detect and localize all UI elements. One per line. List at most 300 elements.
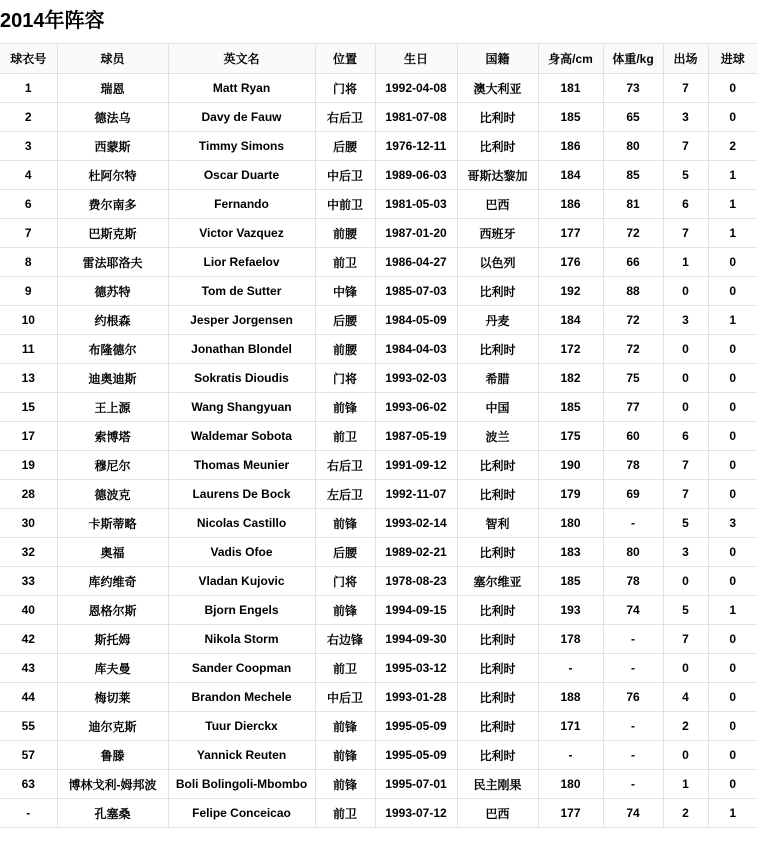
cell-jersey-number: - <box>0 799 57 828</box>
cell-nationality: 民主刚果 <box>457 770 538 799</box>
table-row <box>0 161 757 190</box>
cell-jersey-number: 30 <box>0 509 57 538</box>
cell-player: 索博塔 <box>57 422 168 451</box>
cell-height: 188 <box>538 683 603 712</box>
cell-nationality: 以色列 <box>457 248 538 277</box>
cell-appearances: 5 <box>663 161 708 190</box>
cell-jersey-number: 8 <box>0 248 57 277</box>
cell-position: 前锋 <box>315 596 375 625</box>
cell-player: 王上源 <box>57 393 168 422</box>
cell-weight: - <box>603 509 663 538</box>
cell-jersey-number: 1 <box>0 74 57 103</box>
table-row <box>0 190 757 219</box>
cell-nationality: 比利时 <box>457 103 538 132</box>
cell-player: 巴斯克斯 <box>57 219 168 248</box>
cell-height: 185 <box>538 567 603 596</box>
cell-jersey-number: 44 <box>0 683 57 712</box>
cell-height: 172 <box>538 335 603 364</box>
cell-player: 德波克 <box>57 480 168 509</box>
cell-goals: 0 <box>708 422 757 451</box>
cell-jersey-number: 13 <box>0 364 57 393</box>
cell-weight: 72 <box>603 306 663 335</box>
cell-appearances: 7 <box>663 219 708 248</box>
cell-birthday: 1978-08-23 <box>375 567 457 596</box>
cell-goals: 0 <box>708 625 757 654</box>
cell-nationality: 比利时 <box>457 277 538 306</box>
cell-birthday: 1985-07-03 <box>375 277 457 306</box>
cell-birthday: 1981-07-08 <box>375 103 457 132</box>
cell-position: 中锋 <box>315 277 375 306</box>
cell-goals: 1 <box>708 190 757 219</box>
cell-player: 杜阿尔特 <box>57 161 168 190</box>
table-row <box>0 451 757 480</box>
cell-birthday: 1992-11-07 <box>375 480 457 509</box>
cell-height: 184 <box>538 306 603 335</box>
cell-position: 前卫 <box>315 799 375 828</box>
cell-goals: 1 <box>708 306 757 335</box>
cell-nationality: 比利时 <box>457 451 538 480</box>
cell-height: 179 <box>538 480 603 509</box>
cell-jersey-number: 32 <box>0 538 57 567</box>
column-header-jersey-number: 球衣号 <box>0 44 57 74</box>
column-header-name-en: 英文名 <box>168 44 315 74</box>
cell-position: 门将 <box>315 567 375 596</box>
cell-appearances: 7 <box>663 480 708 509</box>
cell-nationality: 澳大利亚 <box>457 74 538 103</box>
cell-appearances: 2 <box>663 712 708 741</box>
cell-position: 后腰 <box>315 538 375 567</box>
table-row <box>0 741 757 770</box>
cell-appearances: 0 <box>663 654 708 683</box>
cell-jersey-number: 40 <box>0 596 57 625</box>
table-row <box>0 277 757 306</box>
table-row <box>0 480 757 509</box>
cell-jersey-number: 11 <box>0 335 57 364</box>
cell-birthday: 1987-01-20 <box>375 219 457 248</box>
cell-nationality: 智利 <box>457 509 538 538</box>
cell-name-en: Felipe Conceicao <box>168 799 315 828</box>
cell-jersey-number: 3 <box>0 132 57 161</box>
cell-weight: - <box>603 770 663 799</box>
cell-position: 左后卫 <box>315 480 375 509</box>
cell-goals: 1 <box>708 219 757 248</box>
cell-birthday: 1994-09-15 <box>375 596 457 625</box>
cell-player: 恩格尔斯 <box>57 596 168 625</box>
cell-goals: 2 <box>708 132 757 161</box>
cell-weight: 81 <box>603 190 663 219</box>
cell-height: - <box>538 741 603 770</box>
cell-player: 鲁滕 <box>57 741 168 770</box>
cell-name-en: Wang Shangyuan <box>168 393 315 422</box>
cell-player: 西蒙斯 <box>57 132 168 161</box>
cell-goals: 0 <box>708 741 757 770</box>
cell-birthday: 1976-12-11 <box>375 132 457 161</box>
cell-nationality: 比利时 <box>457 132 538 161</box>
cell-position: 前锋 <box>315 509 375 538</box>
cell-goals: 0 <box>708 567 757 596</box>
cell-birthday: 1989-02-21 <box>375 538 457 567</box>
cell-nationality: 巴西 <box>457 190 538 219</box>
cell-height: 193 <box>538 596 603 625</box>
cell-jersey-number: 42 <box>0 625 57 654</box>
cell-player: 布隆德尔 <box>57 335 168 364</box>
cell-player: 库夫曼 <box>57 654 168 683</box>
cell-appearances: 0 <box>663 741 708 770</box>
table-row <box>0 509 757 538</box>
cell-player: 梅切莱 <box>57 683 168 712</box>
cell-name-en: Jesper Jorgensen <box>168 306 315 335</box>
cell-goals: 0 <box>708 538 757 567</box>
cell-appearances: 7 <box>663 74 708 103</box>
cell-birthday: 1995-03-12 <box>375 654 457 683</box>
cell-weight: 72 <box>603 219 663 248</box>
cell-name-en: Vadis Ofoe <box>168 538 315 567</box>
cell-height: 185 <box>538 103 603 132</box>
cell-goals: 0 <box>708 451 757 480</box>
cell-jersey-number: 63 <box>0 770 57 799</box>
cell-jersey-number: 7 <box>0 219 57 248</box>
cell-nationality: 哥斯达黎加 <box>457 161 538 190</box>
cell-goals: 0 <box>708 654 757 683</box>
cell-nationality: 塞尔维亚 <box>457 567 538 596</box>
cell-appearances: 0 <box>663 393 708 422</box>
cell-appearances: 3 <box>663 103 708 132</box>
cell-weight: 76 <box>603 683 663 712</box>
table-row <box>0 567 757 596</box>
cell-player: 迪奥迪斯 <box>57 364 168 393</box>
table-row <box>0 538 757 567</box>
cell-nationality: 波兰 <box>457 422 538 451</box>
cell-player: 德苏特 <box>57 277 168 306</box>
cell-birthday: 1993-02-03 <box>375 364 457 393</box>
table-row <box>0 422 757 451</box>
column-header-weight: 体重/kg <box>603 44 663 74</box>
cell-position: 后腰 <box>315 306 375 335</box>
cell-nationality: 比利时 <box>457 654 538 683</box>
cell-jersey-number: 28 <box>0 480 57 509</box>
table-row <box>0 364 757 393</box>
cell-name-en: Matt Ryan <box>168 74 315 103</box>
cell-height: 184 <box>538 161 603 190</box>
cell-name-en: Yannick Reuten <box>168 741 315 770</box>
cell-height: 183 <box>538 538 603 567</box>
cell-goals: 0 <box>708 277 757 306</box>
cell-nationality: 比利时 <box>457 712 538 741</box>
cell-birthday: 1995-07-01 <box>375 770 457 799</box>
cell-position: 前卫 <box>315 248 375 277</box>
cell-position: 前锋 <box>315 712 375 741</box>
cell-height: 192 <box>538 277 603 306</box>
cell-height: 176 <box>538 248 603 277</box>
cell-nationality: 巴西 <box>457 799 538 828</box>
cell-weight: 77 <box>603 393 663 422</box>
cell-player: 孔塞桑 <box>57 799 168 828</box>
cell-goals: 1 <box>708 161 757 190</box>
page-title: 2014年阵容 <box>0 10 105 32</box>
cell-name-en: Thomas Meunier <box>168 451 315 480</box>
cell-player: 约根森 <box>57 306 168 335</box>
table-header <box>0 44 757 74</box>
cell-position: 右后卫 <box>315 451 375 480</box>
table-row <box>0 712 757 741</box>
cell-weight: 74 <box>603 596 663 625</box>
cell-player: 迪尔克斯 <box>57 712 168 741</box>
cell-player: 斯托姆 <box>57 625 168 654</box>
cell-jersey-number: 33 <box>0 567 57 596</box>
cell-name-en: Lior Refaelov <box>168 248 315 277</box>
cell-birthday: 1992-04-08 <box>375 74 457 103</box>
cell-jersey-number: 55 <box>0 712 57 741</box>
cell-appearances: 7 <box>663 451 708 480</box>
cell-weight: 72 <box>603 335 663 364</box>
table-row <box>0 683 757 712</box>
cell-nationality: 中国 <box>457 393 538 422</box>
table-row <box>0 654 757 683</box>
cell-weight: 78 <box>603 451 663 480</box>
cell-goals: 0 <box>708 712 757 741</box>
cell-goals: 0 <box>708 74 757 103</box>
cell-name-en: Nicolas Castillo <box>168 509 315 538</box>
cell-appearances: 5 <box>663 509 708 538</box>
table-row <box>0 596 757 625</box>
cell-name-en: Laurens De Bock <box>168 480 315 509</box>
cell-height: 180 <box>538 509 603 538</box>
cell-weight: 69 <box>603 480 663 509</box>
cell-jersey-number: 43 <box>0 654 57 683</box>
cell-position: 前腰 <box>315 335 375 364</box>
table-row <box>0 74 757 103</box>
cell-position: 中前卫 <box>315 190 375 219</box>
cell-name-en: Vladan Kujovic <box>168 567 315 596</box>
cell-nationality: 丹麦 <box>457 306 538 335</box>
cell-position: 前锋 <box>315 770 375 799</box>
cell-name-en: Waldemar Sobota <box>168 422 315 451</box>
cell-name-en: Sokratis Dioudis <box>168 364 315 393</box>
cell-weight: 65 <box>603 103 663 132</box>
cell-birthday: 1981-05-03 <box>375 190 457 219</box>
cell-position: 前卫 <box>315 422 375 451</box>
cell-appearances: 5 <box>663 596 708 625</box>
cell-appearances: 4 <box>663 683 708 712</box>
cell-position: 前锋 <box>315 393 375 422</box>
cell-position: 前腰 <box>315 219 375 248</box>
cell-position: 门将 <box>315 74 375 103</box>
cell-height: 177 <box>538 799 603 828</box>
cell-height: 177 <box>538 219 603 248</box>
table-row <box>0 219 757 248</box>
cell-nationality: 比利时 <box>457 741 538 770</box>
cell-birthday: 1984-05-09 <box>375 306 457 335</box>
cell-position: 中后卫 <box>315 683 375 712</box>
cell-name-en: Victor Vazquez <box>168 219 315 248</box>
cell-height: 180 <box>538 770 603 799</box>
cell-appearances: 3 <box>663 538 708 567</box>
cell-height: 178 <box>538 625 603 654</box>
cell-jersey-number: 57 <box>0 741 57 770</box>
cell-birthday: 1993-06-02 <box>375 393 457 422</box>
cell-weight: 66 <box>603 248 663 277</box>
cell-appearances: 7 <box>663 132 708 161</box>
cell-birthday: 1995-05-09 <box>375 741 457 770</box>
table-row <box>0 393 757 422</box>
cell-appearances: 1 <box>663 248 708 277</box>
cell-position: 右后卫 <box>315 103 375 132</box>
cell-height: 182 <box>538 364 603 393</box>
cell-birthday: 1993-01-28 <box>375 683 457 712</box>
cell-goals: 0 <box>708 103 757 132</box>
cell-birthday: 1989-06-03 <box>375 161 457 190</box>
cell-name-en: Nikola Storm <box>168 625 315 654</box>
cell-position: 门将 <box>315 364 375 393</box>
cell-appearances: 0 <box>663 364 708 393</box>
cell-nationality: 比利时 <box>457 596 538 625</box>
table-row <box>0 335 757 364</box>
cell-name-en: Sander Coopman <box>168 654 315 683</box>
cell-appearances: 0 <box>663 277 708 306</box>
cell-position: 后腰 <box>315 132 375 161</box>
cell-birthday: 1994-09-30 <box>375 625 457 654</box>
cell-appearances: 2 <box>663 799 708 828</box>
cell-appearances: 1 <box>663 770 708 799</box>
cell-name-en: Bjorn Engels <box>168 596 315 625</box>
cell-name-en: Oscar Duarte <box>168 161 315 190</box>
cell-height: 185 <box>538 393 603 422</box>
cell-weight: 74 <box>603 799 663 828</box>
cell-nationality: 希腊 <box>457 364 538 393</box>
cell-height: 181 <box>538 74 603 103</box>
cell-player: 瑞恩 <box>57 74 168 103</box>
cell-weight: - <box>603 712 663 741</box>
cell-jersey-number: 15 <box>0 393 57 422</box>
cell-goals: 0 <box>708 480 757 509</box>
cell-weight: - <box>603 654 663 683</box>
cell-name-en: Brandon Mechele <box>168 683 315 712</box>
cell-appearances: 3 <box>663 306 708 335</box>
table-row <box>0 770 757 799</box>
cell-jersey-number: 17 <box>0 422 57 451</box>
cell-goals: 0 <box>708 770 757 799</box>
cell-position: 右边锋 <box>315 625 375 654</box>
column-header-height: 身高/cm <box>538 44 603 74</box>
cell-weight: 80 <box>603 132 663 161</box>
column-header-goals: 进球 <box>708 44 757 74</box>
cell-weight: 75 <box>603 364 663 393</box>
cell-birthday: 1986-04-27 <box>375 248 457 277</box>
cell-weight: 88 <box>603 277 663 306</box>
cell-goals: 3 <box>708 509 757 538</box>
cell-name-en: Davy de Fauw <box>168 103 315 132</box>
cell-height: 175 <box>538 422 603 451</box>
cell-appearances: 0 <box>663 567 708 596</box>
cell-nationality: 比利时 <box>457 480 538 509</box>
cell-jersey-number: 4 <box>0 161 57 190</box>
cell-player: 德法乌 <box>57 103 168 132</box>
cell-player: 库约维奇 <box>57 567 168 596</box>
cell-nationality: 比利时 <box>457 625 538 654</box>
cell-position: 中后卫 <box>315 161 375 190</box>
cell-player: 博林戈利-姆邦波 <box>57 770 168 799</box>
cell-appearances: 6 <box>663 190 708 219</box>
cell-player: 费尔南多 <box>57 190 168 219</box>
cell-jersey-number: 2 <box>0 103 57 132</box>
column-header-nationality: 国籍 <box>457 44 538 74</box>
cell-name-en: Boli Bolingoli-Mbombo <box>168 770 315 799</box>
cell-jersey-number: 19 <box>0 451 57 480</box>
column-header-birthday: 生日 <box>375 44 457 74</box>
column-header-appearances: 出场 <box>663 44 708 74</box>
table-row <box>0 248 757 277</box>
cell-weight: - <box>603 741 663 770</box>
cell-height: - <box>538 654 603 683</box>
cell-name-en: Fernando <box>168 190 315 219</box>
column-header-position: 位置 <box>315 44 375 74</box>
cell-nationality: 比利时 <box>457 683 538 712</box>
table-row <box>0 306 757 335</box>
cell-birthday: 1993-07-12 <box>375 799 457 828</box>
cell-position: 前锋 <box>315 741 375 770</box>
cell-height: 186 <box>538 132 603 161</box>
cell-birthday: 1991-09-12 <box>375 451 457 480</box>
cell-birthday: 1995-05-09 <box>375 712 457 741</box>
cell-weight: - <box>603 625 663 654</box>
cell-goals: 1 <box>708 799 757 828</box>
cell-jersey-number: 9 <box>0 277 57 306</box>
cell-player: 奥福 <box>57 538 168 567</box>
cell-nationality: 比利时 <box>457 538 538 567</box>
cell-appearances: 7 <box>663 625 708 654</box>
table-body <box>0 74 757 828</box>
cell-goals: 0 <box>708 393 757 422</box>
cell-goals: 0 <box>708 248 757 277</box>
cell-name-en: Tom de Sutter <box>168 277 315 306</box>
cell-name-en: Tuur Dierckx <box>168 712 315 741</box>
cell-height: 190 <box>538 451 603 480</box>
cell-weight: 60 <box>603 422 663 451</box>
cell-jersey-number: 10 <box>0 306 57 335</box>
cell-birthday: 1987-05-19 <box>375 422 457 451</box>
cell-birthday: 1993-02-14 <box>375 509 457 538</box>
cell-weight: 85 <box>603 161 663 190</box>
cell-player: 卡斯蒂略 <box>57 509 168 538</box>
cell-name-en: Timmy Simons <box>168 132 315 161</box>
cell-appearances: 0 <box>663 335 708 364</box>
column-header-player: 球员 <box>57 44 168 74</box>
cell-goals: 1 <box>708 596 757 625</box>
cell-position: 前卫 <box>315 654 375 683</box>
cell-weight: 78 <box>603 567 663 596</box>
cell-weight: 73 <box>603 74 663 103</box>
squad-table <box>0 43 757 828</box>
cell-jersey-number: 6 <box>0 190 57 219</box>
header-row <box>0 44 757 74</box>
cell-height: 171 <box>538 712 603 741</box>
cell-appearances: 6 <box>663 422 708 451</box>
cell-weight: 80 <box>603 538 663 567</box>
table-row <box>0 625 757 654</box>
cell-player: 穆尼尔 <box>57 451 168 480</box>
cell-nationality: 西班牙 <box>457 219 538 248</box>
table-row <box>0 132 757 161</box>
cell-goals: 0 <box>708 683 757 712</box>
cell-goals: 0 <box>708 335 757 364</box>
table-row <box>0 799 757 828</box>
cell-goals: 0 <box>708 364 757 393</box>
cell-birthday: 1984-04-03 <box>375 335 457 364</box>
cell-name-en: Jonathan Blondel <box>168 335 315 364</box>
cell-height: 186 <box>538 190 603 219</box>
cell-nationality: 比利时 <box>457 335 538 364</box>
cell-player: 雷法耶洛夫 <box>57 248 168 277</box>
